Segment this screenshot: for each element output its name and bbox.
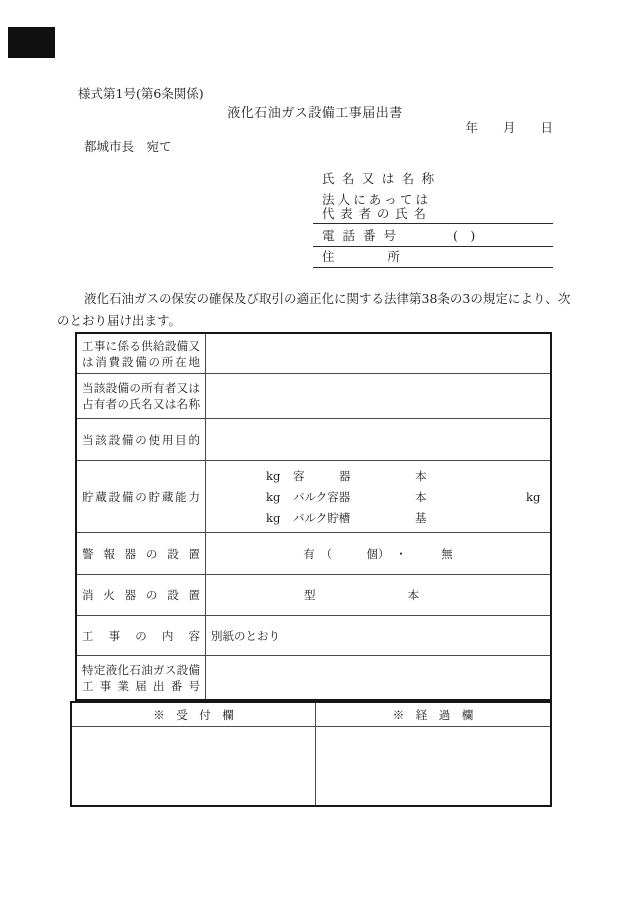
row-value-extinguisher: 型 本 (304, 588, 419, 602)
phone-label: 電話番号 (322, 228, 396, 243)
row-value-purpose (206, 419, 550, 460)
address-row (313, 250, 553, 268)
intro-line-2: のとおり届け出ます。 (57, 313, 182, 328)
table-row-extinguisher (77, 574, 550, 615)
row-label: 特定液化石油ガス設備 工事業届出番号 (77, 656, 206, 699)
row-label: 当該設備の所有者又は 占有者の氏名又は名称 (77, 374, 206, 418)
table-row-notification-number (77, 655, 550, 699)
progress-column-header: ※ 経 過 欄 (392, 707, 474, 722)
row-label: 工事の内容 (77, 616, 206, 655)
table-row-storage-capacity (77, 460, 550, 532)
intro-line-1: 液化石油ガスの保安の確保及び取引の適正化に関する法律第38条の3の規定により、次 (84, 291, 571, 306)
office-use-body-row (72, 727, 550, 805)
row-label: 当該設備の使用目的 (77, 419, 206, 460)
intro-paragraph (57, 288, 579, 332)
table-row-purpose (77, 418, 550, 460)
row-label: 工事に係る供給設備又 は消費設備の所在地 (77, 334, 206, 373)
row-value-location (206, 334, 550, 373)
applicant-name-row (313, 172, 553, 186)
date-line: 年 月 日 (465, 120, 553, 135)
corporation-note: 法人にあっては (322, 192, 428, 207)
table-row-owner (77, 373, 550, 418)
form-number: 様式第1号(第6条関係) (78, 86, 204, 101)
table-row-alarm (77, 532, 550, 574)
row-value-alarm: 有 （ 個） ・ 無 (303, 546, 453, 561)
representative-label: 代表者の氏名 (322, 206, 426, 221)
storage-capacity-lines (206, 461, 550, 532)
table-row-location (77, 334, 550, 373)
row-value-work-detail: 別紙のとおり (211, 628, 280, 643)
row-label: 警報器の設置 (77, 533, 206, 574)
table-row-work-detail (77, 615, 550, 655)
progress-cell (316, 727, 550, 805)
row-value-notification-number (206, 656, 550, 699)
notification-table (75, 332, 552, 701)
reception-column-header: ※ 受 付 欄 (72, 703, 316, 726)
office-use-header-row (72, 703, 550, 727)
row-value-storage (206, 461, 550, 532)
storage-line-bulk-tank: kg バルク貯槽 基 (266, 511, 427, 525)
office-use-table (70, 701, 552, 807)
phone-row (313, 229, 553, 247)
row-label: 貯蔵設備の貯蔵能力 (77, 461, 206, 532)
page-title: 液化石油ガス設備工事届出書 (227, 106, 403, 121)
row-value-owner (206, 374, 550, 418)
row-label: 消火器の設置 (77, 575, 206, 615)
reception-cell (72, 727, 316, 805)
applicant-name-label: 氏名又は名称 (322, 171, 434, 186)
address-label: 住所 (322, 249, 400, 264)
storage-line-cylinder: kg 容 器 本 (266, 469, 427, 483)
phone-parens: ( ) (453, 228, 476, 243)
representative-name-row (313, 207, 553, 224)
addressee: 都城市長 宛て (84, 139, 172, 154)
scan-corner-mark (8, 27, 55, 58)
storage-line-bulk-container: kg バルク容器 本 kg (266, 490, 541, 504)
